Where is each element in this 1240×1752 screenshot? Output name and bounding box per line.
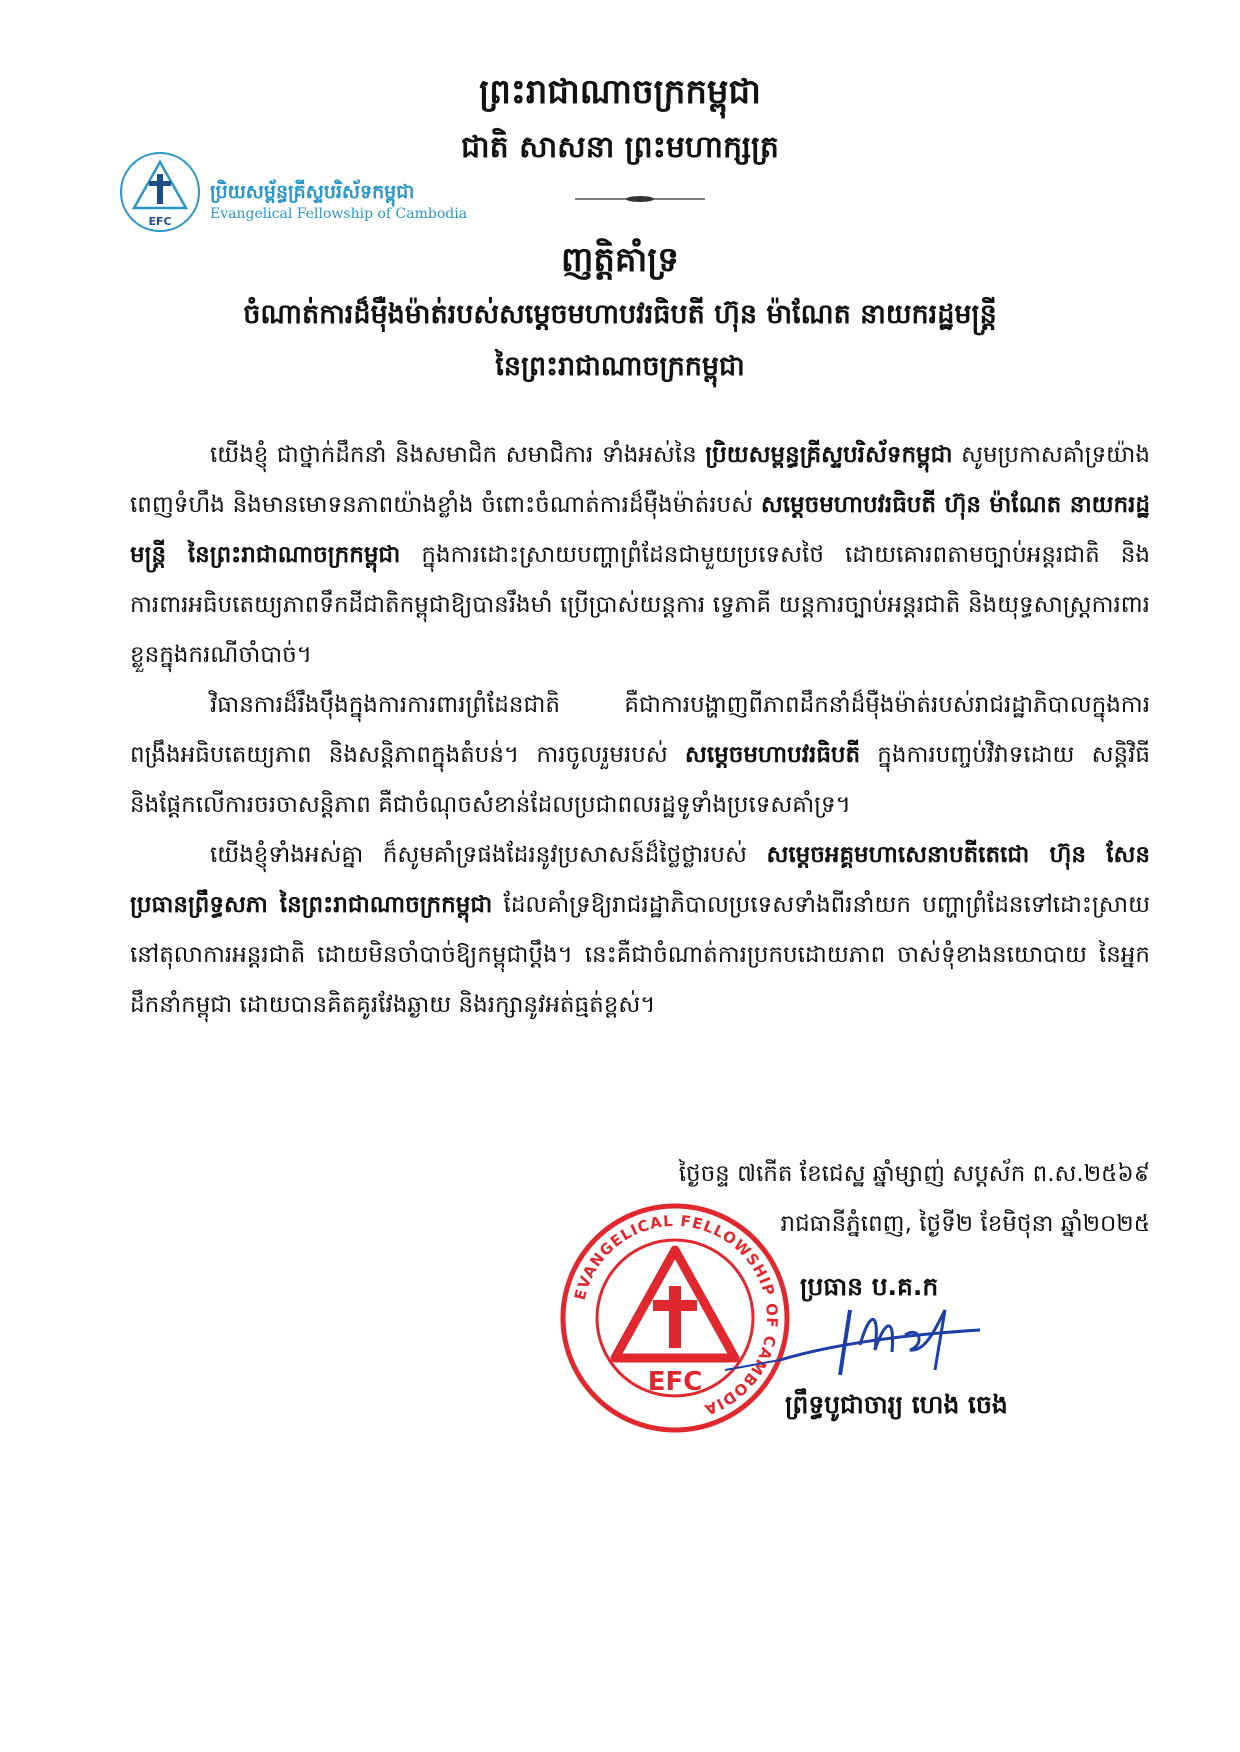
- paragraph-3: [130, 830, 1150, 1030]
- signer-name: ព្រឹទ្ធបូជាចារ្យ ហេង ចេង: [785, 1390, 1008, 1419]
- document-title: ញត្តិគាំទ្រ: [560, 240, 680, 280]
- place-date: រាជធានីភ្នំពេញ, ថ្ងៃទី២ ខែមិថុនា ឆ្នាំ២០២៥: [780, 1211, 1150, 1237]
- seal-ring-text: EVANGELICAL FELLOWSHIP OF CAMBODIA: [570, 1211, 782, 1419]
- p2-pm-title: សម្តេចមហាបវរធិបតី: [684, 742, 861, 768]
- paragraph-1: [130, 430, 1150, 680]
- p1-text-e: ក្នុងការដោះស្រាយបញ្ហាព្រំដែនជាមួយប្រទេសថៃ ដោយគោរពតាមច្បាប់អន្តរជាតិ និងការពារអធិបតេយ្យភាពទឹកដីជាតិកម្ពុជាឱ្យបានរឹងមាំ ប្រើប្រាស់យន្តការ ទ្វេភាគី យន្តការច្បាប់អន្តរជាតិ និងយុទ្ធសាស្ត្រការពារខ្លួនក្នុងករណីចាំបាច់។: [130, 542, 1150, 668]
- p1-pm-name: សម្តេចមហាបវរធិបតី ហ៊ុន ម៉ាណែត នាយករដ្ឋមន្ត្រី នៃព្រះរាជាណាចក្រកម្ពុជា: [130, 492, 1150, 568]
- org-name-kh: ប្រិយសម្ព័ន្ធគ្រីស្ទបរិស័ទកម្ពុជា: [210, 181, 415, 203]
- p3-text-a: យើងខ្ញុំទាំងអស់គ្នា ក៏សូមគាំទ្រផងដែរនូវប្រសាសន៍ដ៏ថ្លៃថ្លារបស់: [210, 842, 767, 868]
- lunar-date: ថ្ងៃចន្ទ ៧កើត ខែជេស្ឋ ឆ្នាំម្សាញ់ សប្តស័ក ព.ស.២៥៦៩: [678, 1161, 1150, 1187]
- seal-center-text: EFC: [647, 1367, 703, 1397]
- p2-text-c: ក្នុងការបញ្ចប់វិវាទដោយ សន្តិវិធី និងផ្តែកលើការចរចាសន្តិភាព គឺជាចំណុចសំខាន់ដែលប្រជាពលរដ្ឋទូទាំងប្រទេសគាំទ្រ។: [130, 742, 1150, 818]
- p1-text-c: សូមប្រកាសគាំទ្រយ៉ាងពេញទំហឹង និងមានមោទនភាពយ៉ាងខ្លាំង ចំពោះចំណាត់ការដ៏ម៉ឺងម៉ាត់របស់: [130, 442, 1150, 518]
- kingdom-heading: ព្រះរាជាណាចក្រកម្ពុជា: [479, 72, 761, 112]
- efc-cross-logo-icon: [118, 150, 202, 234]
- letter-body: [130, 430, 1150, 1030]
- org-logo: [118, 150, 468, 242]
- national-motto: ជាតិ សាសនា ព្រះមហាក្សត្រ: [461, 130, 779, 165]
- p2-text-a: វិធានការដ៏រឹងប៉ឹងក្នុងការការពារព្រំដែនជាតិ គឺជាការបង្ហាញពីភាពដឹកនាំដ៏ម៉ឺងម៉ាត់របស់រាជរដ្ឋាភិបាលក្នុងការ ពង្រឹងអធិបតេយ្យភាព និងសន្តិភាពក្នុងតំបន់។ ការចូលរួមរបស់: [130, 692, 1150, 768]
- subject-line-2: នៃព្រះរាជាណាចក្រកម្ពុជា: [495, 351, 745, 382]
- paragraph-2: [130, 680, 1150, 830]
- signer-title: ប្រធាន ប.គ.ក: [800, 1272, 939, 1301]
- ornament-divider-icon: [575, 194, 705, 204]
- p1-org-name: ប្រិយសម្ពន្ធគ្រីស្ទបរិស័ទកម្ពុជា: [705, 442, 953, 468]
- logo-abbr: EFC: [148, 215, 172, 228]
- p3-text-c: ដែលគាំទ្រឱ្យរាជរដ្ឋាភិបាលប្រទេសទាំងពីរនាំយក បញ្ហាព្រំដែនទៅដោះស្រាយនៅតុលាការអន្តរជាតិ ដោយមិនចាំបាច់ឱ្យកម្ពុជាប្តឹង។ នេះគឺជាចំណាត់ការប្រកបដោយភាព ចាស់ទុំខាងនយោបាយ នៃអ្នកដឹកនាំកម្ពុជា ដោយបានគិតគូរវែងឆ្ងាយ និងរក្សានូវអត់ធ្មត់ខ្ពស់។: [130, 892, 1150, 1018]
- subject-line-1: ចំណាត់ការដ៏ម៉ឺងម៉ាត់របស់សម្តេចមហាបវរធិបតី ហ៊ុន ម៉ាណែត នាយករដ្ឋមន្ត្រី: [243, 299, 997, 330]
- org-name-en: Evangelical Fellowship of Cambodia: [210, 206, 468, 222]
- p3-senate-president: សម្តេចអគ្គមហាសេនាបតីតេជោ ហ៊ុន សែន ប្រធានព្រឹទ្ធសភា នៃព្រះរាជាណាចក្រកម្ពុជា: [130, 842, 1150, 918]
- p1-text-a: យើងខ្ញុំ ជាថ្នាក់ដឹកនាំ និងសមាជិក សមាជិការ ទាំងអស់នៃ: [210, 442, 706, 468]
